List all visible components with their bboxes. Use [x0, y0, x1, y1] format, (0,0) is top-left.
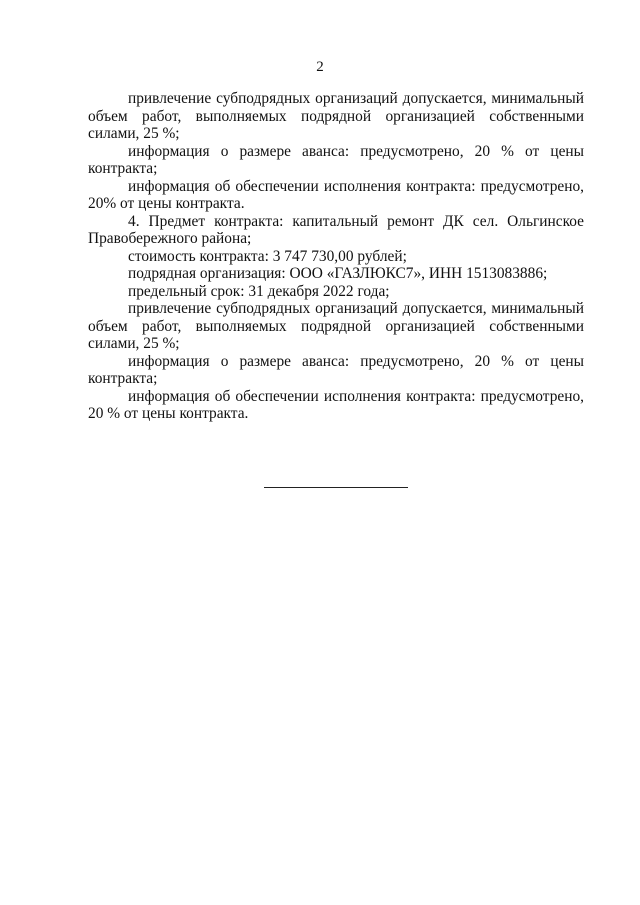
paragraph-contract-cost: стоимость контракта: 3 747 730,00 рублей;	[128, 247, 407, 265]
closing-divider-line	[264, 487, 408, 488]
document-body	[88, 90, 584, 423]
paragraph-security-2: информация об обеспечении исполнения контракта: предусмотрено, 20 % от цены контракта.	[88, 387, 584, 422]
paragraph-subcontract-2: привлечение субподрядных организаций допускается, минимальный объем работ, выполняемых подрядной организацией собственными силами, 25 %;	[88, 300, 584, 352]
paragraph-advance-2: информация о размере аванса: предусмотрено, 20 % от цены контракта;	[88, 352, 584, 387]
paragraph-contract-subject-4: 4. Предмет контракта: капитальный ремонт ДК сел. Ольгинское Правобережного района;	[88, 212, 584, 247]
paragraph-deadline: предельный срок: 31 декабря 2022 года;	[128, 282, 390, 300]
paragraph-advance-1: информация о размере аванса: предусмотрено, 20 % от цены контракта;	[88, 142, 584, 177]
paragraph-subcontract-1: привлечение субподрядных организаций допускается, минимальный объем работ, выполняемых подрядной организацией собственными силами, 25 %;	[88, 90, 584, 142]
paragraph-contractor: подрядная организация: ООО «ГАЗЛЮКС7», ИНН 1513083886;	[128, 265, 548, 282]
paragraph-security-1: информация об обеспечении исполнения контракта: предусмотрено, 20% от цены контракта.	[88, 177, 584, 212]
page-number: 2	[316, 59, 324, 75]
